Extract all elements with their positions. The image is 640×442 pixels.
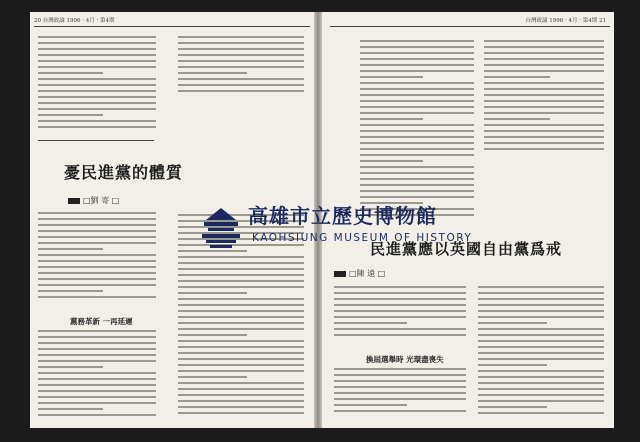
text-line: [334, 410, 466, 412]
text-line: [360, 196, 474, 198]
text-line: [178, 394, 304, 396]
text-line: [478, 328, 604, 330]
text-line: [178, 298, 304, 300]
text-line: [38, 366, 103, 368]
text-line: [38, 212, 156, 214]
article-byline: □陳 遠 □: [334, 268, 385, 279]
section-rule: [38, 140, 154, 141]
previous-article-tail-col-1: [38, 36, 156, 136]
text-line: [484, 46, 604, 48]
article-byline: □劉 寄 □: [68, 195, 119, 206]
text-line: [38, 260, 156, 262]
text-line: [178, 400, 304, 402]
text-line: [334, 292, 466, 294]
article-title: 民進黨應以英國自由黨爲戒: [370, 240, 563, 258]
text-line: [178, 60, 304, 62]
text-line: [178, 376, 247, 378]
text-line: [38, 78, 156, 80]
text-line: [38, 296, 156, 298]
text-line: [178, 66, 304, 68]
text-line: [178, 346, 304, 348]
text-line: [178, 316, 304, 318]
text-line: [38, 36, 156, 38]
text-line: [334, 398, 466, 400]
text-line: [38, 102, 156, 104]
text-line: [38, 48, 156, 50]
text-line: [478, 346, 604, 348]
text-line: [178, 84, 304, 86]
text-line: [38, 354, 156, 356]
text-line: [360, 172, 474, 174]
text-line: [484, 100, 604, 102]
text-line: [334, 386, 466, 388]
text-line: [38, 248, 103, 250]
text-line: [478, 334, 604, 336]
text-line: [38, 126, 156, 128]
text-line: [334, 380, 466, 382]
text-line: [38, 54, 156, 56]
text-line: [334, 404, 407, 406]
text-line: [38, 378, 156, 380]
text-line: [178, 304, 304, 306]
text-line: [178, 310, 304, 312]
text-line: [334, 392, 466, 394]
text-line: [178, 340, 304, 342]
text-line: [360, 166, 474, 168]
article-subheading: 換屆選舉時 光環盡喪失: [366, 355, 444, 364]
text-line: [178, 358, 304, 360]
text-line: [478, 394, 604, 396]
text-line: [478, 388, 604, 390]
text-line: [478, 352, 604, 354]
text-line: [38, 342, 156, 344]
text-line: [178, 352, 304, 354]
text-line: [334, 304, 466, 306]
text-line: [478, 400, 604, 402]
text-line: [178, 78, 304, 80]
text-line: [38, 284, 156, 286]
text-line: [178, 412, 304, 414]
text-line: [484, 148, 604, 150]
article-body-col-2: [478, 286, 604, 420]
article-body-col-1a: [334, 286, 466, 344]
text-line: [484, 142, 604, 144]
text-line: [360, 142, 474, 144]
text-line: [360, 82, 474, 84]
text-line: [38, 236, 156, 238]
text-line: [178, 286, 304, 288]
text-line: [360, 70, 474, 72]
text-line: [38, 384, 156, 386]
text-line: [360, 76, 423, 78]
text-line: [38, 272, 156, 274]
text-line: [38, 372, 156, 374]
text-line: [38, 278, 156, 280]
text-line: [484, 118, 550, 120]
text-line: [478, 364, 547, 366]
text-line: [484, 64, 604, 66]
text-line: [484, 106, 604, 108]
article-body-col-1b: [38, 330, 156, 420]
text-line: [360, 190, 474, 192]
text-line: [38, 120, 156, 122]
text-line: [38, 72, 103, 74]
text-line: [360, 130, 474, 132]
text-line: [478, 406, 547, 408]
text-line: [38, 224, 156, 226]
text-line: [360, 184, 474, 186]
text-line: [38, 330, 156, 332]
text-line: [334, 322, 407, 324]
text-line: [38, 408, 103, 410]
text-line: [178, 72, 247, 74]
text-line: [478, 376, 604, 378]
text-line: [484, 94, 604, 96]
text-line: [360, 112, 474, 114]
text-line: [360, 154, 474, 156]
text-line: [478, 322, 547, 324]
text-line: [38, 96, 156, 98]
article-subheading: 黨務革新 一再延遲: [70, 317, 133, 326]
text-line: [478, 292, 604, 294]
text-line: [484, 70, 604, 72]
text-line: [484, 40, 604, 42]
header-rule: [330, 26, 610, 27]
right-running-header: 台灣政論 1996 · 4月 · 第4期 21: [525, 18, 606, 24]
text-line: [360, 160, 423, 162]
text-line: [484, 112, 604, 114]
text-line: [360, 94, 474, 96]
text-line: [478, 340, 604, 342]
text-line: [478, 316, 604, 318]
text-line: [360, 178, 474, 180]
text-line: [478, 370, 604, 372]
watermark-title: 高雄市立歷史博物館: [248, 204, 437, 228]
watermark-subtitle: KAOHSIUNG MUSEUM OF HISTORY: [252, 232, 473, 244]
text-line: [484, 52, 604, 54]
text-line: [484, 76, 550, 78]
text-line: [484, 136, 604, 138]
text-line: [478, 310, 604, 312]
text-line: [484, 88, 604, 90]
text-line: [334, 316, 466, 318]
text-line: [360, 88, 474, 90]
text-line: [38, 242, 156, 244]
text-line: [360, 40, 474, 42]
text-line: [178, 268, 304, 270]
text-line: [178, 42, 304, 44]
text-line: [334, 286, 466, 288]
text-line: [178, 328, 304, 330]
text-line: [178, 388, 304, 390]
text-line: [360, 148, 474, 150]
text-line: [360, 136, 474, 138]
text-line: [178, 382, 304, 384]
previous-article-tail-col-4: [484, 40, 604, 158]
museum-seal-logo: [196, 204, 246, 254]
article-body-col-1b: [334, 368, 466, 420]
text-line: [360, 46, 474, 48]
text-line: [178, 90, 304, 92]
text-line: [38, 60, 156, 62]
text-line: [38, 360, 156, 362]
text-line: [360, 58, 474, 60]
text-line: [484, 82, 604, 84]
text-line: [334, 374, 466, 376]
text-line: [478, 304, 604, 306]
text-line: [38, 266, 156, 268]
text-line: [38, 90, 156, 92]
text-line: [38, 390, 156, 392]
text-line: [178, 274, 304, 276]
header-rule: [34, 26, 310, 27]
text-line: [178, 54, 304, 56]
text-line: [334, 298, 466, 300]
text-line: [38, 336, 156, 338]
text-line: [178, 334, 247, 336]
text-line: [38, 42, 156, 44]
text-line: [478, 382, 604, 384]
text-line: [178, 48, 304, 50]
text-line: [38, 66, 156, 68]
text-line: [178, 280, 304, 282]
text-line: [178, 370, 304, 372]
previous-article-tail-col-2: [178, 36, 304, 96]
text-line: [38, 396, 156, 398]
text-line: [334, 334, 466, 336]
text-line: [484, 58, 604, 60]
text-line: [360, 124, 474, 126]
text-line: [360, 118, 423, 120]
text-line: [38, 218, 156, 220]
text-line: [38, 290, 103, 292]
text-line: [178, 364, 304, 366]
text-line: [334, 328, 466, 330]
text-line: [38, 114, 103, 116]
text-line: [38, 230, 156, 232]
text-line: [178, 406, 304, 408]
text-line: [360, 100, 474, 102]
text-line: [360, 52, 474, 54]
text-line: [38, 414, 156, 416]
text-line: [478, 412, 604, 414]
text-line: [478, 286, 604, 288]
text-line: [360, 64, 474, 66]
text-line: [484, 124, 604, 126]
article-body-col-1a: [38, 212, 156, 306]
article-title: 憂民進黨的體質: [64, 163, 184, 182]
text-line: [178, 36, 304, 38]
text-line: [38, 348, 156, 350]
text-line: [478, 358, 604, 360]
text-line: [334, 310, 466, 312]
text-line: [178, 292, 247, 294]
text-line: [484, 130, 604, 132]
text-line: [178, 322, 304, 324]
text-line: [478, 298, 604, 300]
text-line: [38, 402, 156, 404]
previous-article-tail-col-3: [360, 40, 474, 220]
text-line: [38, 254, 156, 256]
text-line: [334, 368, 466, 370]
text-line: [38, 108, 156, 110]
text-line: [38, 84, 156, 86]
left-running-header: 20 台灣政論 1996 · 4月 · 第4期: [34, 18, 115, 24]
text-line: [360, 106, 474, 108]
